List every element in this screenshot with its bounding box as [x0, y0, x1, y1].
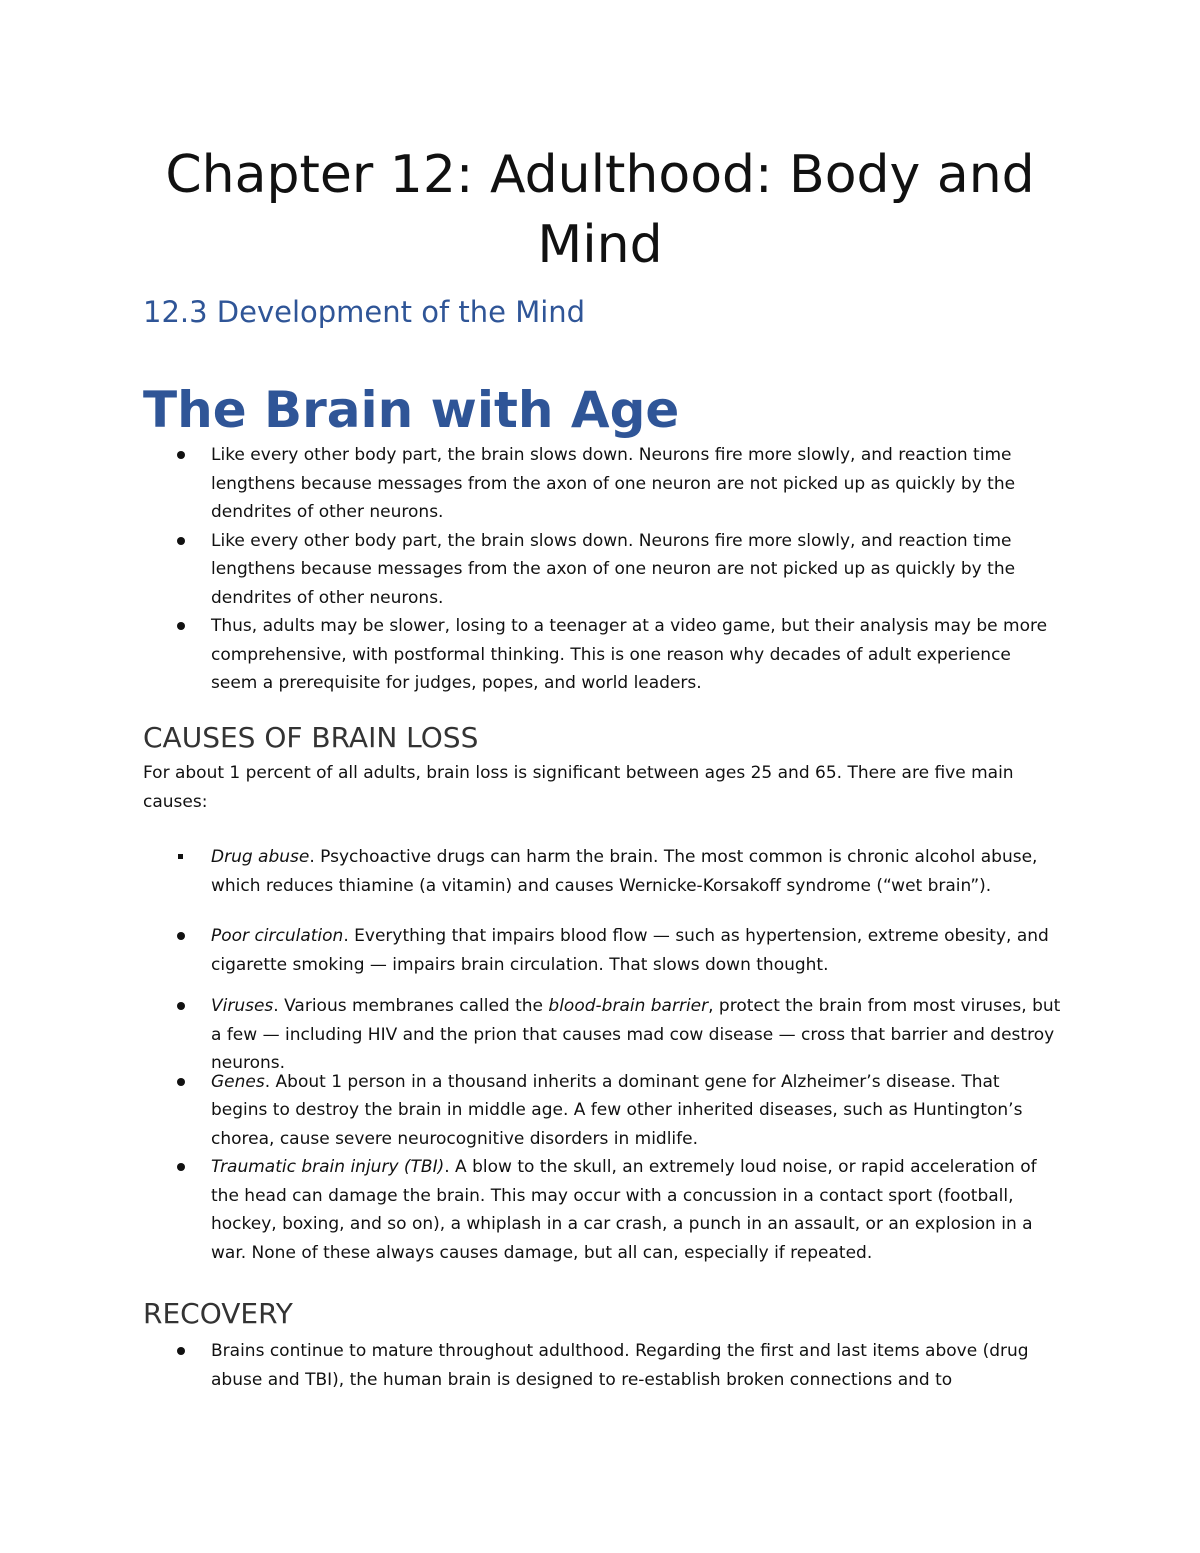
cause-term: Poor circulation [211, 926, 344, 946]
list-item [0, 441, 1061, 527]
cause-text: . Various membranes called the [273, 996, 549, 1016]
list-item [0, 992, 1061, 1078]
causes-heading: CAUSES OF BRAIN LOSS [143, 721, 479, 754]
causes-intro: For about 1 percent of all adults, brain loss is significant between ages 25 and 65. There are five main causes: [143, 763, 1014, 812]
section-subtitle: 12.3 Development of the Mind [143, 295, 586, 329]
cause-text: . Psychoactive drugs can harm the brain. The most common is chronic alcohol abuse, which reduces thiamine (a vitamin) and causes Wernicke-Korsakoff syndrome (“wet brain”). [211, 847, 1038, 896]
cause-term: Genes [211, 1071, 265, 1092]
list-item [0, 1068, 1061, 1154]
list-item [0, 1153, 1061, 1267]
recovery-heading: RECOVERY [143, 1297, 293, 1330]
recovery-bullet-list [0, 1337, 1061, 1394]
bullet-text: Like every other body part, the brain slows down. Neurons fire more slowly, and reaction time lengthens because messages from the axon of one neuron are not picked up as quickly by the dendrites of other neurons. [211, 530, 1016, 608]
cause-term-secondary: blood-brain barrier [548, 996, 709, 1016]
list-item [0, 612, 1061, 698]
causes-list [0, 843, 1061, 1267]
bullet-text: Like every other body part, the brain slows down. Neurons fire more slowly, and reaction time lengthens because messages from the axon of one neuron are not picked up as quickly by the dendrites of other neurons. [211, 445, 1016, 522]
bullet-text: Thus, adults may be slower, losing to a teenager at a video game, but their analysis may be more comprehensive, with postformal thinking. This is one reason why decades of adult experience seem a prerequisite for judges, popes, and world leaders. [211, 616, 1048, 693]
section-heading: The Brain with Age [143, 381, 680, 439]
list-item [0, 922, 1061, 979]
cause-text: . Everything that impairs blood flow — such as hypertension, extreme obesity, and cigarette smoking — impairs brain circulation. That slows down thought. [211, 926, 1049, 975]
list-item [0, 843, 1061, 900]
cause-term: Traumatic brain injury (TBI) [211, 1157, 445, 1177]
list-item [0, 1337, 1061, 1394]
cause-text: . About 1 person in a thousand inherits a dominant gene for Alzheimer’s disease. That begins to destroy the brain in middle age. A few other inherited diseases, such as Huntington’s chorea, cause severe neurocognitive disorders in midlife. [211, 1071, 1023, 1149]
bullet-text: Brains continue to mature throughout adulthood. Regarding the first and last items above (drug abuse and TBI), the human brain is designed to re-establish broken connections and to [211, 1341, 1029, 1390]
chapter-title: Chapter 12: Adulthood: Body and Mind [165, 145, 1035, 275]
cause-text: . A blow to the skull, an extremely loud noise, or rapid acceleration of the head can damage the brain. This may occur with a concussion in a contact sport (football, hockey, boxing, and so on), a whiplash in a car crash, a punch in an assault, or an explosion in a war. None of these always causes damage, but all can, especially if repeated. [211, 1157, 1037, 1263]
brain-bullet-list [0, 441, 1061, 698]
cause-text: , protect the brain from most viruses, but a few — including HIV and the prion that causes mad cow disease — cross that barrier and destroy neurons. [211, 996, 1061, 1073]
list-item [0, 527, 1061, 613]
cause-term: Drug abuse [211, 847, 310, 867]
cause-term: Viruses [211, 996, 274, 1016]
